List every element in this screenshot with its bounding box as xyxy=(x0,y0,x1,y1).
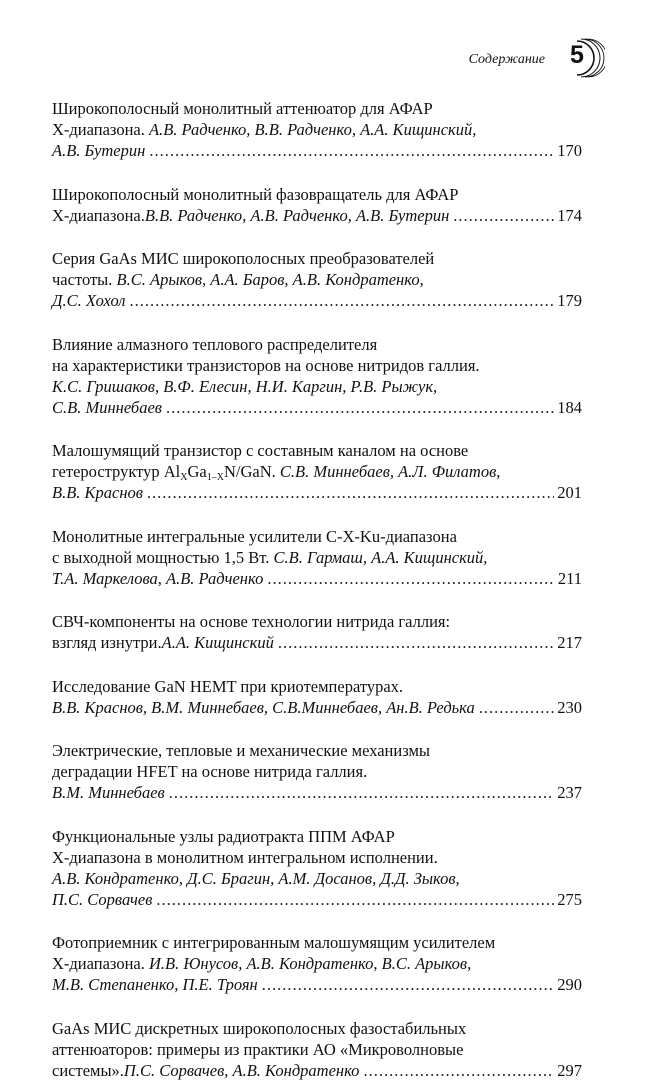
dot-leader xyxy=(156,889,554,910)
entry-title-line: Широкополосный монолитный аттенюатор для АФАР xyxy=(52,99,433,118)
entry-title-text: взгляд изнутри. xyxy=(52,633,162,652)
entry-page-number: 290 xyxy=(557,975,582,994)
entry-authors: В.В. Радченко, А.В. Радченко, А.В. Бутерин xyxy=(144,205,450,225)
header-section-title: Содержание xyxy=(468,52,545,67)
dot-leader xyxy=(130,290,555,311)
dot-leader xyxy=(147,482,554,503)
entry-page-number: 184 xyxy=(557,397,582,417)
entry-authors: С.В. Миннебаев xyxy=(52,397,162,417)
entry-title-line: Малошумящий транзистор с составным каналом на основе xyxy=(52,441,469,460)
entry-page-number: 170 xyxy=(557,141,582,160)
toc-entry[interactable] xyxy=(52,440,582,503)
toc-entry[interactable] xyxy=(52,826,582,910)
entry-leader-line xyxy=(52,1060,582,1081)
toc-entry[interactable] xyxy=(52,676,582,718)
page-number: 5 xyxy=(570,41,584,69)
entry-authors: А.В. Кондратенко, Д.С. Брагин, А.М. Досанов, Д.Д. Зыков, xyxy=(52,868,460,888)
entry-authors: Т.А. Маркелова, А.В. Радченко xyxy=(52,568,264,588)
entry-page-number: 211 xyxy=(557,568,582,588)
entry-title-line xyxy=(52,269,582,290)
entry-page-number: 275 xyxy=(557,889,582,909)
entry-authors: Д.С. Хохол xyxy=(52,291,126,310)
entry-title-text: частоты. xyxy=(52,270,117,289)
entry-title-line xyxy=(52,953,582,974)
entry-leader-line xyxy=(52,632,582,653)
entry-leader-line xyxy=(52,568,582,589)
dot-leader xyxy=(166,397,554,418)
entry-title-line: деградации HFET на основе нитрида галлия. xyxy=(52,762,368,781)
entry-authors: В.С. Арыков, А.А. Баров, А.В. Кондратенко, xyxy=(116,270,424,289)
entry-title-text: Х-диапазона. xyxy=(52,120,149,139)
entry-title-text: N/GaN. xyxy=(223,462,280,481)
entry-page-number: 230 xyxy=(557,697,582,717)
entry-leader-line xyxy=(52,205,582,226)
entry-leader-line xyxy=(52,290,582,311)
entry-authors: В.В. Краснов, В.М. Миннебаев, С.В.Миннебаев, Ан.В. Редька xyxy=(52,697,475,717)
entry-authors: С.В. Гармаш, А.А. Кищинский, xyxy=(273,547,488,567)
dot-leader xyxy=(278,632,554,653)
entry-page-number: 217 xyxy=(557,633,582,652)
dot-leader xyxy=(363,1060,554,1081)
formula-subscript: X xyxy=(180,472,188,483)
entry-title-line: Влияние алмазного теплового распределителя xyxy=(52,334,378,354)
entry-title-line: Монолитные интегральные усилители C-X-Ku-диапазона xyxy=(52,526,457,546)
dot-leader xyxy=(453,205,554,226)
entry-title-text: гетероструктур Al xyxy=(52,462,181,481)
entry-title-line: Х-диапазона в монолитном интегральном исполнении. xyxy=(52,847,438,867)
entry-authors: В.В. Краснов xyxy=(52,483,143,502)
entry-page-number: 174 xyxy=(557,205,582,225)
toc-entry[interactable] xyxy=(52,526,582,589)
entry-authors: К.С. Гришаков, В.Ф. Елесин, Н.И. Каргин, Р.В. Рыжук, xyxy=(52,376,438,396)
toc-entry[interactable] xyxy=(52,334,582,418)
entry-title-line xyxy=(52,547,582,568)
entry-title-text: Х-диапазона. xyxy=(52,205,145,225)
toc-entry[interactable] xyxy=(52,184,582,226)
entry-title-line: на характеристики транзисторов на основе нитридов галлия. xyxy=(52,355,480,375)
entry-title-text: с выходной мощностью 1,5 Вт. xyxy=(52,547,274,567)
running-header xyxy=(385,38,605,78)
entry-title-text: системы». xyxy=(52,1060,124,1080)
entry-page-number: 237 xyxy=(557,783,582,802)
entry-page-number: 201 xyxy=(557,483,582,502)
entry-title-line: GaAs МИС дискретных широкополосных фазостабильных xyxy=(52,1018,467,1038)
entry-leader-line xyxy=(52,397,582,418)
dot-leader xyxy=(262,974,555,995)
entry-title-line: Серия GaAs МИС широкополосных преобразователей xyxy=(52,249,435,268)
dot-leader xyxy=(479,697,555,718)
entry-title-line: Широкополосный монолитный фазовращатель для АФАР xyxy=(52,184,459,204)
table-of-contents xyxy=(52,98,582,1081)
entry-page-number: 179 xyxy=(557,291,582,310)
entry-title-text: Х-диапазона. xyxy=(52,954,149,973)
entry-authors: П.С. Сорвачев xyxy=(52,889,153,909)
entry-title-line: СВЧ-компоненты на основе технологии нитрида галлия: xyxy=(52,612,451,631)
entry-leader-line xyxy=(52,140,582,161)
entry-authors: А.В. Бутерин xyxy=(52,141,146,160)
entry-authors: И.В. Юнусов, А.В. Кондратенко, В.С. Арыков, xyxy=(148,954,472,973)
entry-authors: М.В. Степаненко, П.Е. Троян xyxy=(52,975,258,994)
entry-title-line: Фотоприемник с интегрированным малошумящим усилителем xyxy=(52,933,496,952)
entry-authors: П.С. Сорвачев, А.В. Кондратенко xyxy=(123,1060,360,1080)
entry-leader-line xyxy=(52,782,582,803)
formula-subscript: 1–X xyxy=(206,472,224,483)
entry-leader-line xyxy=(52,482,582,503)
entry-title-line xyxy=(52,461,582,482)
toc-entry[interactable] xyxy=(52,740,582,803)
entry-authors: А.В. Радченко, В.В. Радченко, А.А. Кищинский, xyxy=(148,120,477,139)
entry-title-line xyxy=(52,119,582,140)
entry-title-line: Исследование GaN HEMT при криотемпературах. xyxy=(52,676,404,696)
dot-leader xyxy=(149,140,554,161)
entry-authors: С.В. Миннебаев, А.Л. Филатов, xyxy=(279,462,501,481)
toc-entry[interactable] xyxy=(52,611,582,653)
page-number-badge xyxy=(559,38,605,78)
toc-entry[interactable] xyxy=(52,932,582,995)
entry-leader-line xyxy=(52,697,582,718)
toc-entry[interactable] xyxy=(52,248,582,311)
toc-entry[interactable] xyxy=(52,1018,582,1081)
dot-leader xyxy=(267,568,555,589)
dot-leader xyxy=(169,782,555,803)
entry-title-line: Электрические, тепловые и механические механизмы xyxy=(52,741,431,760)
entry-title-line: Функциональные узлы радиотракта ППМ АФАР xyxy=(52,826,395,846)
entry-leader-line xyxy=(52,974,582,995)
entry-title-text: Ga xyxy=(187,462,207,481)
toc-entry[interactable] xyxy=(52,98,582,161)
entry-authors: В.М. Миннебаев xyxy=(52,783,165,802)
entry-page-number: 297 xyxy=(557,1060,582,1080)
entry-title-line: аттенюаторов: примеры из практики АО «Микроволновые xyxy=(52,1039,464,1059)
entry-authors: А.А. Кищинский xyxy=(161,633,274,652)
entry-leader-line xyxy=(52,889,582,910)
